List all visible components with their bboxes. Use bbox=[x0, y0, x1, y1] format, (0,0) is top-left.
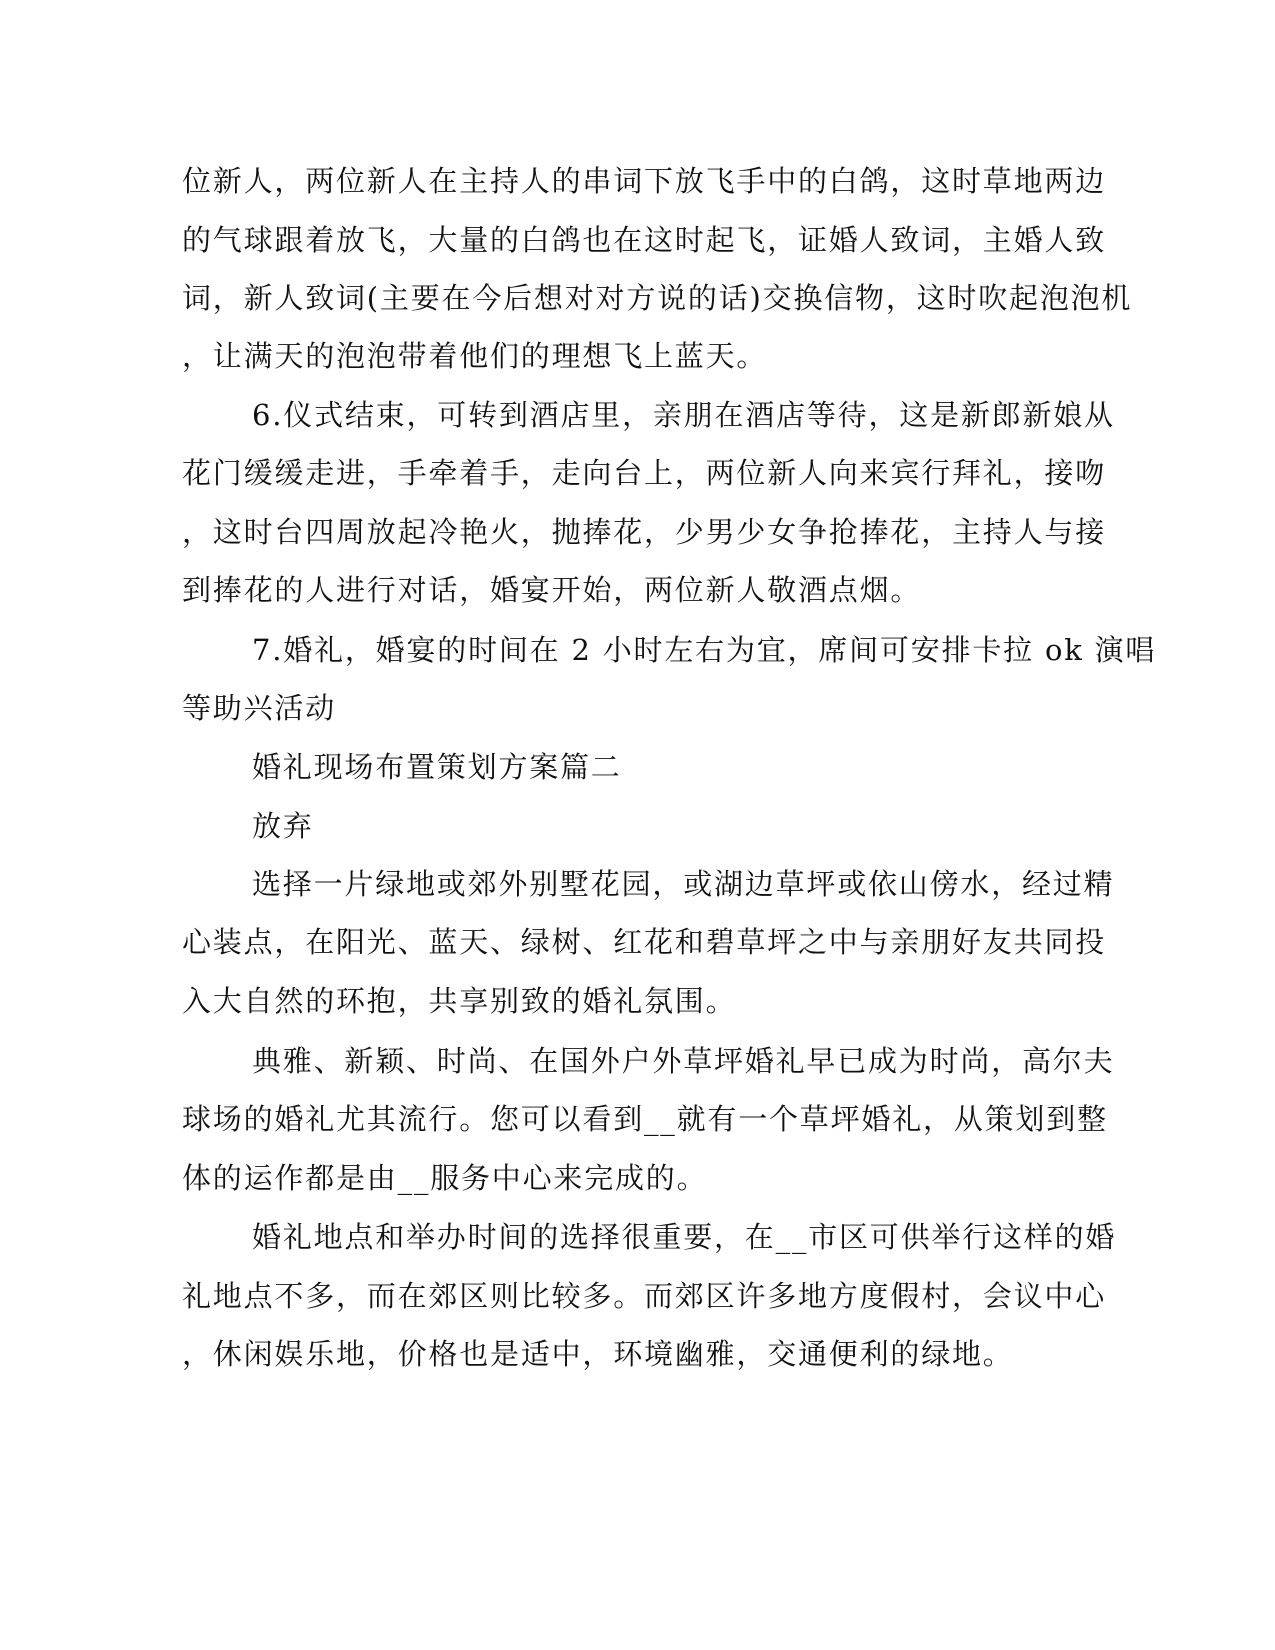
section-heading: 婚礼现场布置策划方案篇二 bbox=[252, 750, 622, 784]
text-line: 6.仪式结束，可转到酒店里，亲朋在酒店等待，这是新郎新娘从 bbox=[252, 398, 1115, 432]
text-line: 到捧花的人进行对话，婚宴开始，两位新人敬酒点烟。 bbox=[182, 573, 922, 607]
text-line: ，这时台四周放起冷艳火，抛捧花，少男少女争抢捧花，主持人与接 bbox=[182, 515, 1107, 549]
text-line: 心装点，在阳光、蓝天、绿树、红花和碧草坪之中与亲朋好友共同投 bbox=[182, 925, 1107, 959]
text-line: 选择一片绿地或郊外别墅花园，或湖边草坪或依山傍水，经过精 bbox=[252, 867, 1115, 901]
text-line: 典雅、新颖、时尚、在国外户外草坪婚礼早已成为时尚，高尔夫 bbox=[252, 1044, 1115, 1078]
text-line: 礼地点不多，而在郊区则比较多。而郊区许多地方度假村，会议中心 bbox=[182, 1279, 1107, 1313]
section-subheading: 放弃 bbox=[252, 809, 314, 843]
text-line: 的气球跟着放飞，大量的白鸽也在这时起飞，证婚人致词，主婚人致 bbox=[182, 223, 1107, 257]
text-line: 球场的婚礼尤其流行。您可以看到__就有一个草坪婚礼，从策划到整 bbox=[182, 1102, 1108, 1136]
text-line: 位新人，两位新人在主持人的串词下放飞手中的白鸽，这时草地两边 bbox=[182, 164, 1107, 198]
text-line: 体的运作都是由__服务中心来完成的。 bbox=[182, 1161, 708, 1195]
text-line: 婚礼地点和举办时间的选择很重要，在__市区可供举行这样的婚 bbox=[252, 1220, 1117, 1254]
text-line: ，休闲娱乐地，价格也是适中，环境幽雅，交通便利的绿地。 bbox=[182, 1337, 1014, 1371]
text-line: ，让满天的泡泡带着他们的理想飞上蓝天。 bbox=[182, 339, 768, 373]
text-line: 等助兴活动 bbox=[182, 691, 337, 725]
text-line: 花门缓缓走进，手牵着手，走向台上，两位新人向来宾行拜礼，接吻 bbox=[182, 456, 1107, 490]
text-line: 词，新人致词(主要在今后想对对方说的话)交换信物，这时吹起泡泡机 bbox=[182, 281, 1133, 315]
text-line: 7.婚礼，婚宴的时间在 2 小时左右为宜，席间可安排卡拉 ok 演唱 bbox=[252, 633, 1157, 667]
text-line: 入大自然的环抱，共享别致的婚礼氛围。 bbox=[182, 984, 737, 1018]
